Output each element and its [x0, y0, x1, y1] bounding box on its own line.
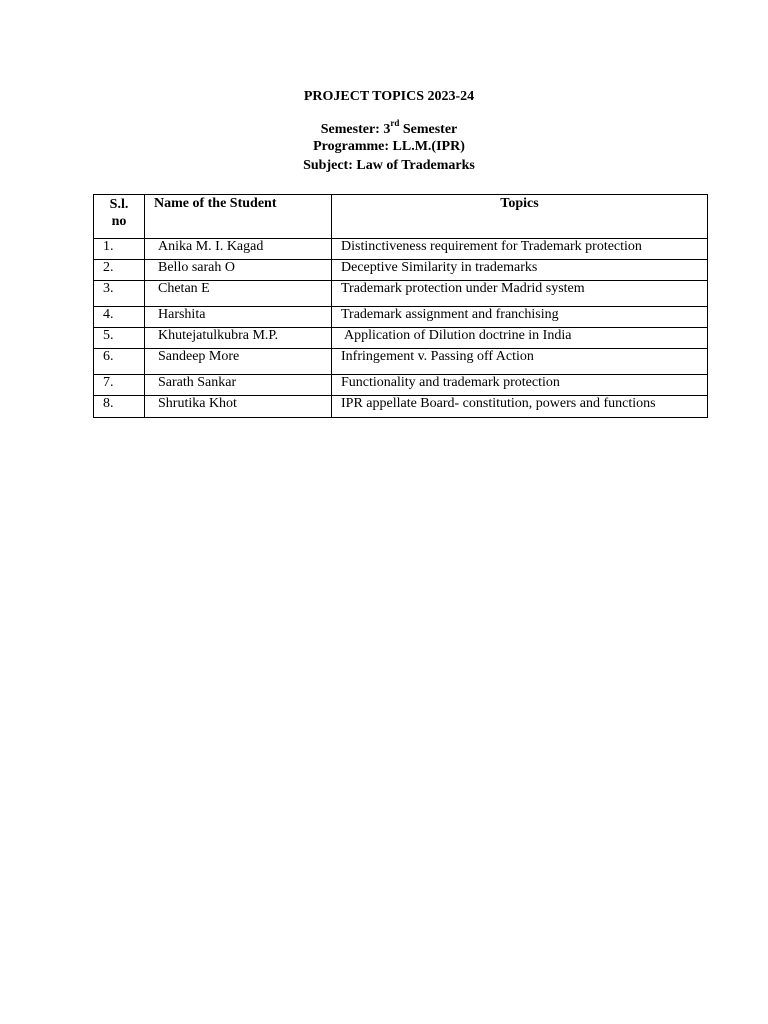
- subject-line: Subject: Law of Trademarks: [303, 158, 475, 173]
- cell-student-name: Khutejatulkubra M.P.: [145, 328, 332, 349]
- cell-topic: Distinctiveness requirement for Trademark protection: [332, 239, 708, 260]
- cell-sl-no: 8.: [94, 396, 145, 418]
- cell-sl-no: 7.: [94, 375, 145, 396]
- table-row: [94, 281, 708, 307]
- table-row: [94, 307, 708, 328]
- cell-topic: Functionality and trademark protection: [332, 375, 708, 396]
- cell-topic: Deceptive Similarity in trademarks: [332, 260, 708, 281]
- table-row: [94, 375, 708, 396]
- cell-topic: Application of Dilution doctrine in India: [332, 328, 708, 349]
- cell-student-name: Chetan E: [145, 281, 332, 307]
- column-header-student-name: Name of the Student: [145, 195, 332, 239]
- cell-topic: Infringement v. Passing off Action: [332, 349, 708, 375]
- cell-sl-no: 6.: [94, 349, 145, 375]
- column-header-topics: Topics: [332, 195, 708, 239]
- cell-sl-no: 1.: [94, 239, 145, 260]
- semester-label: Semester: 3: [320, 122, 391, 137]
- cell-student-name: Sandeep More: [145, 349, 332, 375]
- programme-line: Programme: LL.M.(IPR): [313, 139, 465, 154]
- page-title: PROJECT TOPICS 2023-24: [303, 89, 475, 104]
- cell-topic: Trademark assignment and franchising: [332, 307, 708, 328]
- table-header-row: [94, 195, 708, 239]
- table-row: [94, 260, 708, 281]
- cell-sl-no: 5.: [94, 328, 145, 349]
- project-topics-table: [93, 194, 708, 418]
- cell-sl-no: 4.: [94, 307, 145, 328]
- column-header-sl-no: [94, 195, 145, 239]
- semester-ordinal-suffix: rd: [390, 118, 400, 129]
- table-row: [94, 349, 708, 375]
- cell-sl-no: 2.: [94, 260, 145, 281]
- semester-line: [0, 118, 768, 139]
- cell-topic: Trademark protection under Madrid system: [332, 281, 708, 307]
- cell-sl-no: 3.: [94, 281, 145, 307]
- table-row: [94, 396, 708, 418]
- table-row: [94, 328, 708, 349]
- cell-topic: IPR appellate Board- constitution, powers and functions: [332, 396, 708, 418]
- cell-student-name: Shrutika Khot: [145, 396, 332, 418]
- column-header-sl-line2: no: [111, 214, 127, 229]
- semester-rest: Semester: [399, 122, 458, 137]
- cell-student-name: Anika M. I. Kagad: [145, 239, 332, 260]
- column-header-sl-line1: S.l.: [109, 197, 129, 212]
- table-row: [94, 239, 708, 260]
- cell-student-name: Harshita: [145, 307, 332, 328]
- cell-student-name: Bello sarah O: [145, 260, 332, 281]
- cell-student-name: Sarath Sankar: [145, 375, 332, 396]
